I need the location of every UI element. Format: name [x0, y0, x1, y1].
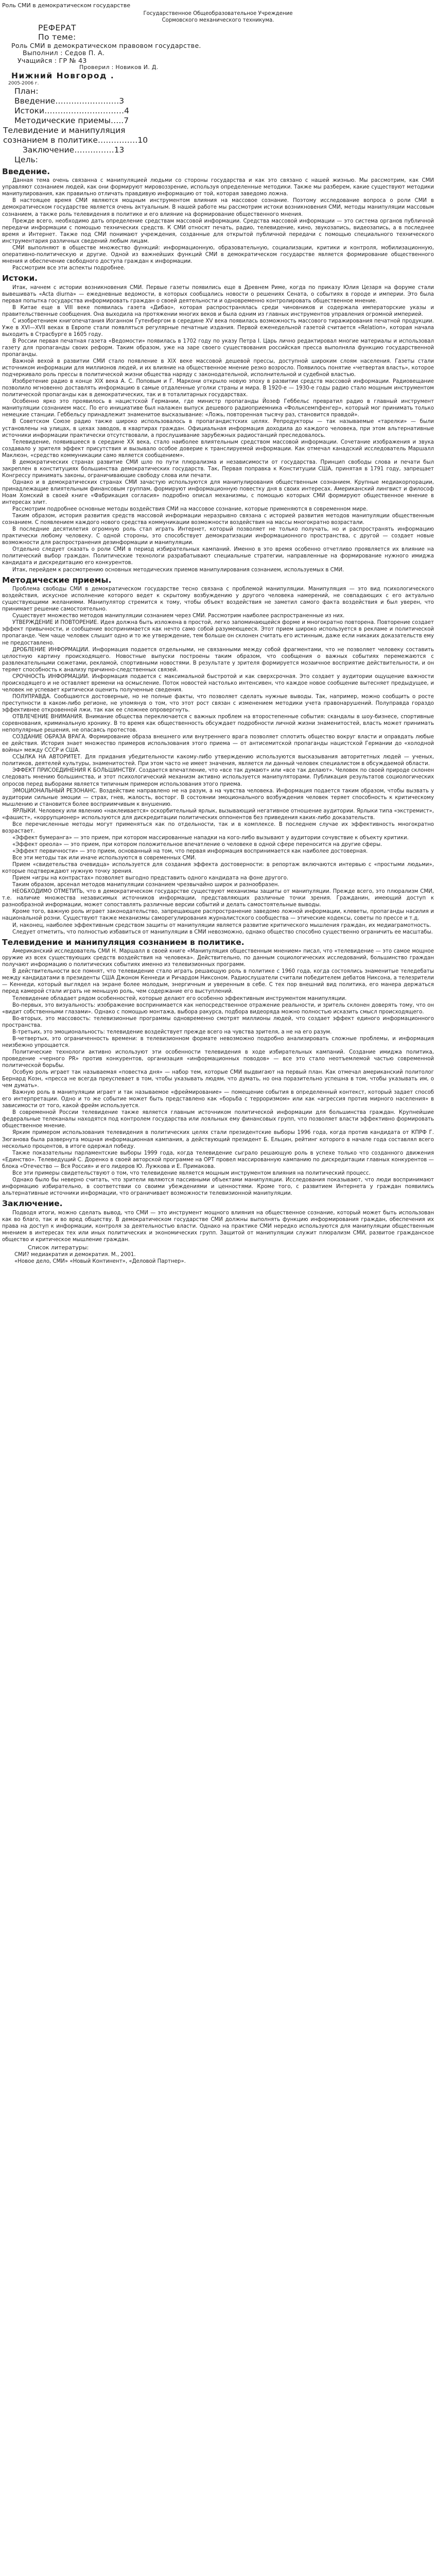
paragraph: Все эти примеры свидетельствуют о том, что телевидение является мощным инструментом влияния на политический процесс.	[12, 1170, 371, 1176]
paragraph: ЭМОЦИОНАЛЬНЫЙ РЕЗОНАНС. Воздействие направлено не на разум, а на чувства человека. Информация подается таким образом, чтобы вызвать у аудитории сильные эмоции — страх, гнев, жалость, восторг. В состоянии эмоционального возбуждения человек теряет способность к критическому мышлению и становится более восприимчивым к внушению.	[2, 788, 434, 807]
literature-item: СМИ? медиакратия и демократия. М., 2001.	[14, 1251, 136, 1258]
section-heading: Телевидение и манипуляция сознанием в политике.	[2, 937, 245, 947]
paragraph: В современной России телевидение также является главным источником политической информации для большинства граждан. Крупнейшие федеральные телеканалы находятся под контролем государства или лояльных ему финансовых групп, что позволяет власти эффективно формировать общественное мнение.	[2, 1110, 434, 1129]
paragraph: Все перечисленные методы могут применяться как по отдельности, так и в комплексе. В последнем случае их эффективность многократно возрастает.	[2, 821, 434, 834]
title-page	[2, 2, 434, 87]
paragraph: Во-вторых, это массовость: телевизионные программы одновременно смотрят миллионы людей, что создает эффект единого информационного пространства.	[2, 1015, 434, 1028]
paragraph: В России первая печатная газета «Ведомости» появилась в 1702 году по указу Петра I. Царь лично редактировал многие материалы и использовал газету для пропаганды своих реформ. Таким образом, уже на заре своего существования российская пресса выполняла функцию государственной пропаганды.	[2, 338, 434, 358]
year-line: 2005-2006 г.	[8, 80, 39, 86]
section-origins	[2, 274, 434, 573]
paragraph: Таким образом, арсенал методов манипуляции сознанием чрезвычайно широк и разнообразен.	[12, 882, 280, 888]
section-heading: Истоки.	[2, 273, 38, 283]
paragraph: Телевидение обладает рядом особенностей, которые делают его особенно эффективным инструментом манипуляции.	[12, 995, 347, 1002]
paragraph: СМИ выполняют в обществе множество функций: информационную, образовательную, социализации, критики и контроля, мобилизационную, оперативно-политическую и другие. Одной из важнейших функций СМИ в демократическом государстве является формирование общественного мнения и обеспечение свободного доступа граждан к информации.	[2, 245, 434, 264]
literature-item: «Новое дело, СМИ» «Новый Континент», «Деловой Партнер».	[14, 1258, 186, 1264]
paragraph: В последние десятилетия огромную роль стал играть Интернет, который позволяет не только получать, но и распространять информацию практически любому человеку. С одной стороны, это способствует демократизации информационного пространства, с другой — создает новые возможности для распространения дезинформации и манипуляции.	[2, 527, 434, 546]
paragraph: Особую роль играет так называемая «повестка дня» — набор тем, которые СМИ выдвигают на первый план. Как отмечал американский политолог Бернард Коэн, «пресса не всегда преуспевает в том, чтобы указывать людям, что думать, но она поразительно успешна в том, чтобы указывать им, о чем думать».	[2, 1070, 434, 1089]
paragraph: ЯРЛЫКИ. Человеку или явлению «наклеивается» оскорбительный ярлык, вызывающий негативное отношение аудитории. Ярлыки типа «экстремист», «фашист», «коррупционер» используются для дискредитации политических оппонентов без приведения каких-либо доказательств.	[2, 808, 434, 821]
document-page	[0, 0, 436, 1270]
paragraph: Однако было бы неверно считать, что зрители являются пассивными объектами манипуляции. Исследования показывают, что люди воспринимают информацию избирательно, в соответствии со своими убеждениями и ценностями. Кроме того, с развитием Интернета у граждан появились альтернативные источники информации, что ограничивает возможности телевизионной манипуляции.	[2, 1177, 434, 1196]
paragraph: Данная тема очень связанна с манипуляцией людьми со стороны государства и как это связано с нашей жизнью. Мы рассмотрим, как СМИ управляют сознанием людей, как они формируют мировоззрение, используя определенные методики. Также мы разберем, какие существуют методики манипулирования, как правильно отличать правдивую информацию от той, которая заведомо ложна.	[2, 178, 434, 197]
section-heading: Методические приемы.	[2, 575, 112, 585]
paragraph: ДРОБЛЕНИЕ ИНФОРМАЦИИ. Информация подается отдельными, не связанными между собой фрагментами, что не позволяет человеку составить целостную картину происходящего. Новостные выпуски построены таким образом, что сообщения о важных событиях перемежаются с развлекательными сюжетами, рекламой, спортивными новостями. В результате у зрителя формируется мозаичное восприятие действительности, и он теряет способность к анализу причинно-следственных связей.	[2, 647, 434, 673]
paragraph: Ярким примером использования телевидения в политических целях стали президентские выборы 1996 года, когда против кандидата от КПРФ Г. Зюганова была развернута мощная информационная кампания, а действующий президент Б. Ельцин, рейтинг которого в начале года составлял всего несколько процентов, в итоге одержал победу.	[2, 1130, 434, 1149]
ministry-line: Государственное Общеобразовательное Учреждение	[143, 11, 293, 17]
paragraph: Существует множество методов манипуляции сознанием через СМИ. Рассмотрим наиболее распространенные из них.	[12, 613, 345, 619]
paragraph: «Эффект бумеранга» — это прием, при котором массированные нападки на кого-либо вызывают у аудитории сочувствие к объекту критики.	[12, 835, 409, 841]
paragraph: Таким образом, история развития средств массовой информации неразрывно связана с историей развития методов манипуляции общественным сознанием. С появлением каждого нового средства коммуникации возможности воздействия на массы многократно возрастали.	[2, 513, 434, 526]
toc-item: Цель:	[14, 155, 38, 164]
paragraph: В-третьих, это эмоциональность: телевидение воздействует прежде всего на чувства зрителя, а не на его разум.	[12, 1029, 332, 1035]
paragraph: Проблема свободы СМИ в демократическом государстве тесно связана с проблемой манипуляции. Манипуляция — это вид психологического воздействия, искусное исполнение которого ведет к скрытому возбуждению у другого человека намерений, не совпадающих с его актуально существующими желаниями. Манипулятор стремится к тому, чтобы объект воздействия не заметил самого факта воздействия и был уверен, что принимает решение самостоятельно.	[2, 586, 434, 613]
paragraph: «Эффект первичности» — это прием, основанный на том, что первая информация воспринимается как наиболее достоверная.	[12, 848, 368, 854]
paragraph: Прежде всего, необходимо дать определение средствам массовой информации. Средства массовой информации — это система органов публичной передачи информации с помощью технических средств. К СМИ относят печать, радио, телевидение, кино, звукозапись, видеозапись, а в последнее время и Интернет. Также под СМИ понимают учреждения, созданные для открытой публичной передачи с помощью специального технического инструментария различных сведений любым лицам.	[2, 218, 434, 244]
work-type: РЕФЕРАТ	[38, 23, 76, 33]
paragraph: СРОЧНОСТЬ ИНФОРМАЦИИ. Информация подается с максимальной быстротой и как сверхсрочная. Это создает у аудитории ощущение важности происходящего и не оставляет времени на осмысление. Поток новостей настолько интенсивен, что каждое новое сообщение вытесняет предыдущее, и человек не успевает критически оценить полученные сведения.	[2, 673, 434, 693]
checker-line: Проверил : Новиков И. Д.	[79, 63, 159, 71]
city-line: Нижний Новгород .	[11, 71, 115, 80]
paragraph: Прием «свидетельства очевидца» используется для создания эффекта достоверности: в репортаж включаются интервью с «простыми людьми», которые подтверждают нужную точку зрения.	[2, 862, 434, 875]
paragraph: Также показательны парламентские выборы 1999 года, когда телевидение сыграло решающую роль в успехе только что созданного движения «Единство». Телеведущий С. Доренко в своей авторской программе на ОРТ провел массированную кампанию по дискредитации главных конкурентов — блока «Отечество — Вся Россия» и его лидеров Ю. Лужкова и Е. Примакова.	[2, 1150, 434, 1170]
institute-line: Сормовского механического техникума.	[162, 18, 274, 24]
toc-item: сознанием в политике……………10	[3, 135, 148, 145]
paragraph: СОЗДАНИЕ ОБРАЗА ВРАГА. Формирование образа внешнего или внутреннего врага позволяет сплотить общество вокруг власти и оправдать любые ее действия. История знает множество примеров использования этого приема — от антисемитской пропаганды нацистской Германии до «холодной войны» между СССР и США.	[2, 734, 434, 754]
section-television	[2, 938, 434, 1197]
toc-item: Телевидение и манипуляция	[3, 126, 126, 135]
paragraph: Подводя итоги, можно сделать вывод, что СМИ — это инструмент мощного влияния на общественное сознание, который может быть использован как во благо, так и во вред обществу. В демократическом государстве СМИ должны выполнять функцию информирования граждан, обеспечения их права на доступ к информации, контроля за деятельностью власти. Однако на практике СМИ нередко используются для манипуляции общественным мнением в интересах тех или иных политических и экономических групп. Защитой от манипуляции служит плюрализм СМИ, развитое гражданское общество и критическое мышление граждан.	[2, 1210, 434, 1243]
paragraph: «Эффект ореола» — это прием, при котором положительное впечатление о человеке в одной сфере переносится на другие сферы.	[12, 841, 382, 848]
toc-item: Методические приемы…..7	[14, 116, 129, 126]
paragraph: Во-первых, это визуальность: изображение воспринимается как непосредственное отражение реальности, и зритель склонен доверять тому, что он «видит собственными глазами». Однако с помощью монтажа, выбора ракурса, подбора видеоряда можно полностью исказить смысл происходящего.	[2, 1002, 434, 1015]
toc-item: Заключение……………13	[23, 145, 125, 155]
paragraph: В демократических странах развитие СМИ шло по пути плюрализма и независимости от государства. Принцип свободы слова и печати был закреплен в конституциях большинства демократических государств. Так, Первая поправка к Конституции США, принятая в 1791 году, запрещает Конгрессу принимать законы, ограничивающие свободу слова или печати.	[2, 459, 434, 479]
paragraph: Кроме того, важную роль играет законодательство, запрещающее распространение заведомо ложной информации, клеветы, пропаганды насилия и национальной розни. Существуют также механизмы саморегулирования журналистского сообщества — этические кодексы, советы по прессе и т.д.	[2, 909, 434, 922]
toc-item: План:	[14, 87, 39, 96]
group-line: Учащийся : ГР № 43	[18, 56, 87, 64]
section-heading: Введение.	[2, 166, 50, 176]
paragraph: В Китае еще в VIII веке появилась газета «Дибао», которая распространялась среди чиновников и содержала императорские указы и правительственные сообщения. Она выходила на протяжении многих веков и была одним из главных инструментов управления огромной империей.	[2, 304, 434, 317]
paragraph: Все эти методы так или иначе используются в современных СМИ.	[12, 855, 197, 861]
paragraph: НЕОБХОДИМО ОТМЕТИТЬ, что в демократическом государстве существуют механизмы защиты от манипуляции. Прежде всего, это плюрализм СМИ, т.е. наличие множества независимых источников информации, представляющих различные точки зрения. Гражданин, имеющий доступ к разнообразной информации, может сопоставлять различные версии событий и делать самостоятельные выводы.	[2, 889, 434, 908]
paragraph: ССЫЛКА НА АВТОРИТЕТ. Для придания убедительности какому-либо утверждению используются высказывания авторитетных людей — ученых, политиков, деятелей культуры, знаменитостей. При этом часто не имеет значения, является ли данный человек специалистом в обсуждаемой области.	[2, 754, 434, 767]
section-methods	[2, 575, 434, 936]
paragraph: В настоящее время СМИ являются мощным инструментом влияния на массовое сознание. Поэтому исследование вопроса о роли СМИ в демократическом государстве является очень актуальным. В нашей работе мы рассмотрим истоки возникновения СМИ, методы манипуляции массовым сознанием, а также роль телевидения в политике и его влияние на формирование общественного мнения.	[2, 198, 434, 217]
paragraph: Итак, перейдем к рассмотрению основных методических приемов манипулирования сознанием, используемых в СМИ.	[12, 567, 344, 573]
paragraph: ЭФФЕКТ ПРИСОЕДИНЕНИЯ К БОЛЬШИНСТВУ. Создается впечатление, что «все так думают» или «все так делают». Человек по своей природе склонен следовать мнению большинства, и этот психологический механизм активно используется манипуляторами. Публикация результатов социологических опросов перед выборами является типичным примером использования этого приема.	[2, 768, 434, 787]
paragraph: Рассмотрим подробнее основные методы воздействия СМИ на массовое сознание, которые применяются в современном мире.	[12, 506, 368, 513]
section-introduction	[2, 167, 434, 272]
paragraph: Американский исследователь СМИ Н. Маршалл в своей книге «Манипуляция общественным мнением» писал, что «телевидение — это самое мощное оружие из всех существующих средств воздействия на человека». Действительно, по данным социологических исследований, большинство граждан получают информацию о политических событиях именно из телевизионных программ.	[2, 948, 434, 968]
toc-item: Истоки…………………………4	[14, 106, 129, 116]
paragraph: В-четвертых, это ограниченность времени: в телевизионном формате невозможно подробно анализировать сложные проблемы, и информация неизбежно упрощается.	[2, 1036, 434, 1048]
toc-item: Введение……………………3	[14, 96, 125, 106]
paragraph: Прием «игры на контрастах» позволяет выгодно представить одного кандидата на фоне другого.	[12, 875, 289, 882]
paragraph: Особенно ярко это проявилось в нацистской Германии, где министр пропаганды Йозеф Геббельс превратил радио в главный инструмент манипуляции сознанием масс. По его инициативе был налажен выпуск дешевого радиоприемника «Фольксемпфенгер», который мог принимать только немецкие станции. Геббельсу принадлежит знаменитое высказывание: «Ложь, повторенная тысячу раз, становится правдой».	[2, 399, 434, 418]
paragraph: Важную роль в манипуляции играет и так называемое «фреймирование» — помещение события в определенный контекст, который задает способ его интерпретации. Одно и то же событие может быть представлено как «борьба с терроризмом» или как «агрессия против мирного населения» в зависимости от того, какой фрейм используется.	[2, 1090, 434, 1109]
literature-list	[2, 1244, 434, 1265]
paragraph: В Советском Союзе радио также широко использовалось в пропагандистских целях. Репродукторы — так называемые «тарелки» — были установлены на улицах, в цехах заводов, в квартирах граждан. Официальная информация доходила до каждого человека, при этом альтернативные источники информации практически отсутствовали, а прослушивание зарубежных радиостанций преследовалось.	[2, 419, 434, 438]
paragraph: Телевидение, появившееся в середине XX века, стало наиболее влиятельным средством массовой информации. Сочетание изображения и звука создавало у зрителя эффект присутствия и вызывало особое доверие к транслируемой информации. Как отмечал канадский исследователь Маршалл Маклюэн, «средство коммуникации само является сообщением».	[2, 439, 434, 459]
paragraph: ПОЛУПРАВДА. Сообщаются достоверные, но не полные факты, что позволяет сделать нужные выводы. Так, например, можно сообщить о росте преступности в каком-либо регионе, не упомянув о том, что этот рост связан с изменением методики учета правонарушений. Полуправда гораздо эффективнее откровенной лжи, так как ее сложнее опровергнуть.	[2, 693, 434, 713]
paragraph: Рассмотрим все эти аспекты подробнее.	[12, 265, 126, 271]
author-line: Выполнил : Седов П. А.	[23, 49, 105, 57]
paragraph: Важной вехой в развитии СМИ стало появление в XIX веке массовой дешевой прессы, доступной широким слоям населения. Газеты стали источником информации для миллионов людей, и их влияние на общественное мнение резко возросло. Появилось понятие «четвертая власть», которое подчеркивало роль прессы в политической жизни общества наряду с законодательной, исполнительной и судебной властью.	[2, 359, 434, 378]
topic-line: Роль СМИ в демократическом правовом государстве.	[11, 41, 201, 49]
subject-line: По теме:	[38, 32, 76, 42]
table-of-contents	[3, 87, 434, 164]
paragraph: С изобретением книгопечатания Иоганном Гутенбергом в середине XV века появилась возможность массового тиражирования печатной продукции. Уже в XVI—XVII веках в Европе стали появляться регулярные печатные издания. Первой еженедельной газетой считается «Relation», которая начала выходить в Страсбурге в 1605 году.	[2, 318, 434, 337]
paragraph: УТВЕРЖДЕНИЕ И ПОВТОРЕНИЕ. Идея должна быть изложена в простой, легко запоминающейся форме и многократно повторена. Повторение создает эффект привычности, и сообщение воспринимается как нечто само собой разумеющееся. Этот прием широко используется в рекламе и политической пропаганде. Чем чаще человек слышит одно и то же утверждение, тем больше он склонен считать его истинным, даже если никаких доказательств ему не предоставлено.	[2, 620, 434, 646]
section-conclusion	[2, 1199, 434, 1243]
paragraph: И, наконец, наиболее эффективным средством защиты от манипуляции является развитие критического мышления граждан, их медиаграмотность.	[12, 922, 431, 928]
section-heading: Заключение.	[2, 1198, 63, 1208]
literature-title: Список литературы:	[28, 1244, 89, 1251]
paragraph: Итак, начнем с истории возникновения СМИ. Первые газеты появились еще в Древнем Риме, когда по приказу Юлия Цезаря на форуме стали вывешивать «Acta diurna» — ежедневные ведомости, в которых сообщались новости о решениях Сената, о событиях в городе и империи. Это была первая попытка государства информировать граждан о своей деятельности и одновременно контролировать общественное мнение.	[2, 284, 434, 304]
paragraph: Политические технологи активно используют эти особенности телевидения в ходе избирательных кампаний. Создание имиджа политика, проведение «черного PR» против конкурентов, организация «информационных поводов» — все это стало неотъемлемой частью современной политической борьбы.	[2, 1049, 434, 1069]
paragraph: ОТВЛЕЧЕНИЕ ВНИМАНИЯ. Внимание общества переключается с важных проблем на второстепенные события: скандалы в шоу-бизнесе, спортивные соревнования, криминальную хронику. В то время как общественность обсуждает подробности личной жизни знаменитостей, власть может принимать непопулярные решения, не опасаясь протестов.	[2, 714, 434, 734]
paragraph: В действительности все помнят, что телевидение стало играть решающую роль в политике с 1960 года, когда состоялись знаменитые теледебаты между кандидатами в президенты США Джоном Кеннеди и Ричардом Никсоном. Радиослушатели считали победителем дебатов Никсона, а телезрители — Кеннеди, который выглядел на экране более молодым, энергичным и уверенным в себе. С тех пор внешний вид политика, его манера держаться перед камерой стали играть не меньшую роль, чем содержание его выступлений.	[2, 969, 434, 995]
paragraph: Изобретение радио в конце XIX века А. С. Поповым и Г. Маркони открыло новую эпоху в развитии средств массовой информации. Радиовещание позволило мгновенно доставлять информацию в самые отдаленные уголки страны и мира. В 1920-е — 1930-е годы радио стало мощным инструментом политической пропаганды как в демократических, так и в тоталитарных государствах.	[2, 379, 434, 398]
paragraph: Отдельно следует сказать о роли СМИ в период избирательных кампаний. Именно в это время особенно отчетливо проявляется их влияние на политический выбор граждан. Политические технологи разрабатывают специальные стратегии, направленные на формирование нужного имиджа кандидата и дискредитацию его конкурентов.	[2, 547, 434, 566]
paragraph: Следует отметить, что полностью избавиться от манипуляции в СМИ невозможно, однако общество способно существенно ограничить ее масштабы.	[12, 929, 433, 935]
doc-heading: Роль СМИ в демократическом государстве	[2, 2, 131, 9]
paragraph: Однако и в демократических странах СМИ зачастую используются для манипулирования общественным сознанием. Крупные медиакорпорации, принадлежащие влиятельным финансовым группам, формируют информационную повестку дня в своих интересах. Американский лингвист и философ Ноам Хомский в своей книге «Фабрикация согласия» подробно описал механизмы, с помощью которых СМИ формируют общественное мнение в интересах элит.	[2, 479, 434, 506]
